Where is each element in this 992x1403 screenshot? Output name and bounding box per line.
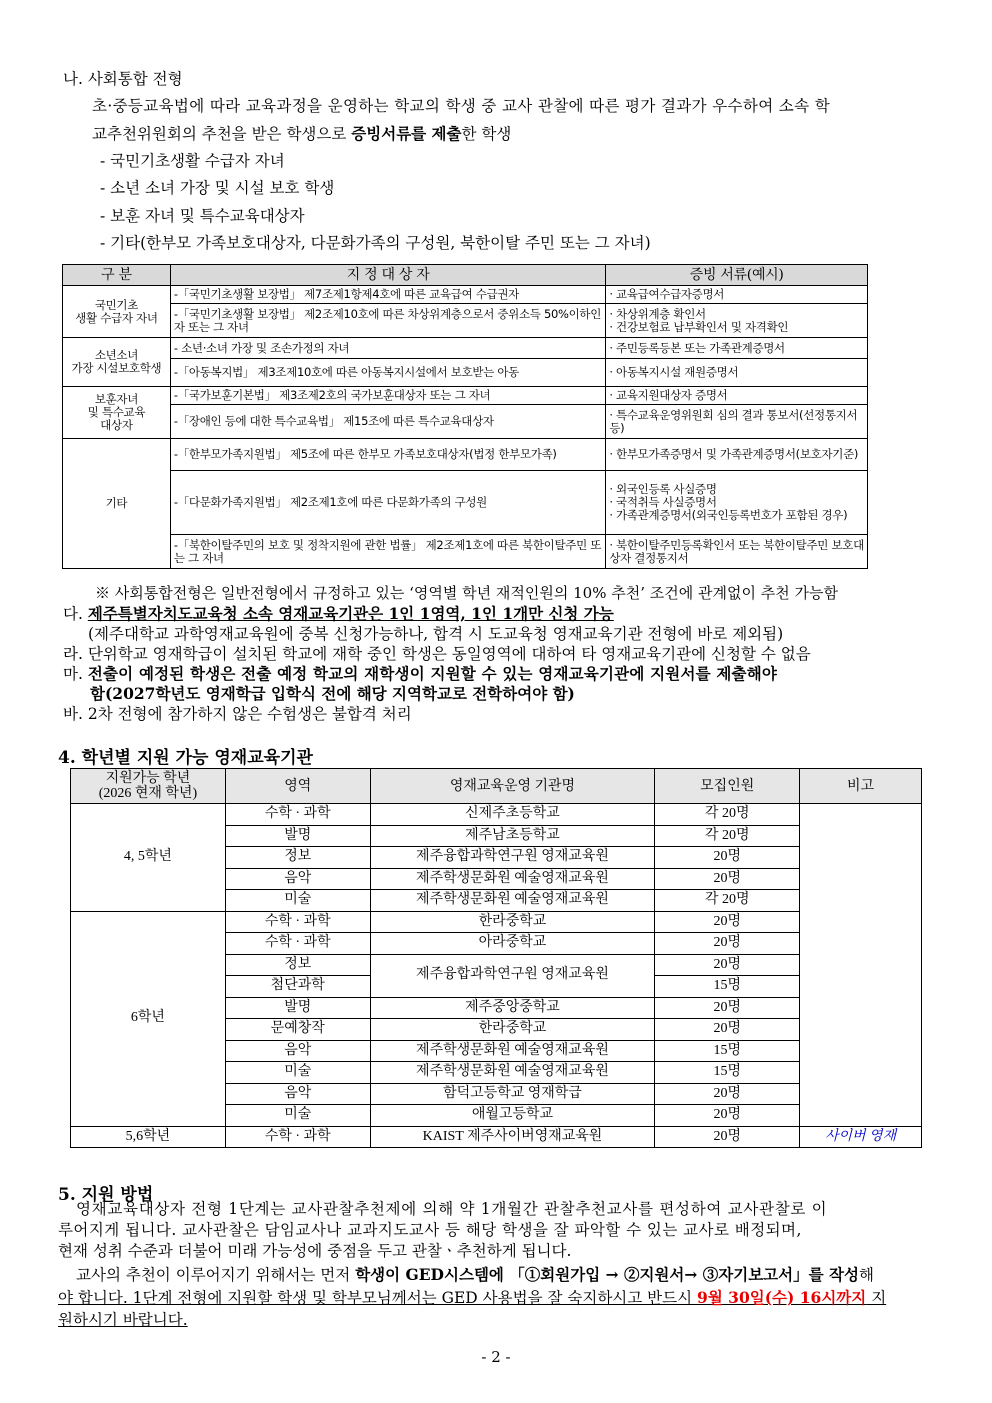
column-header: 증빙 서류(예시) (606, 265, 868, 286)
area-cell: 문예창작 (225, 1019, 370, 1041)
institution-cell: 제주학생문화원 예술영재교육원 (370, 868, 655, 890)
doc-cell: · 교육지원대상자 증명서 (606, 387, 868, 405)
item-ba: 바. 2차 전형에 참가하지 않은 수험생은 불합격 처리 (63, 705, 412, 723)
area-cell: 음악 (225, 1040, 370, 1062)
institution-cell: 제주학생문화원 예술영재교육원 (370, 1040, 655, 1062)
quota-cell: 15명 (655, 1062, 800, 1084)
category-cell: 기타 (63, 439, 171, 569)
doc-cell: · 차상위계층 확인서 · 건강보험료 납부확인서 및 자격확인 (606, 304, 868, 338)
institution-cell: 제주학생문화원 예술영재교육원 (370, 1062, 655, 1084)
doc-cell: · 외국인등록 사실증명 · 국적취득 사실증명서 · 가족관계증명서(외국인등록번호가 포함된 경우) (606, 471, 868, 535)
target-cell: -「한부모가족지원법」 제5조에 따른 한부모 가족보호대상자(법정 한부모가족) (170, 439, 605, 471)
area-cell: 첨단과학 (225, 976, 370, 998)
social-integration-table (62, 264, 868, 569)
area-cell: 발명 (225, 997, 370, 1019)
doc-cell: · 특수교육운영위원회 심의 결과 통보서(선정통지서 등) (606, 405, 868, 439)
paragraph-line: 교추천위원회의 추천을 받은 학생으로 증빙서류를 제출한 학생 (92, 124, 512, 143)
area-cell: 미술 (225, 1062, 370, 1084)
column-header: 구 분 (63, 265, 171, 286)
category-cell: 소년소녀 가장 시설보호학생 (63, 338, 171, 387)
grade-cell: 6학년 (71, 911, 226, 1126)
table-header-row (63, 265, 868, 286)
column-header: 지원가능 학년 (2026 현재 학년) (71, 769, 226, 804)
paragraph-line: 현재 성취 수준과 더불어 미래 가능성에 중점을 두고 관찰ㆍ추천하게 됩니다. (58, 1242, 572, 1260)
grade-cell: 5,6학년 (71, 1126, 226, 1148)
area-cell: 음악 (225, 868, 370, 890)
area-cell: 수학 · 과학 (225, 911, 370, 933)
paragraph-line: 교사의 추천이 이루어지기 위해서는 먼저 학생이 GED시스템에 「①회원가입 → ②지원서→ ③자기보고서」를 작성해 (76, 1265, 874, 1284)
institution-cell: 제주중앙중학교 (370, 997, 655, 1019)
target-cell: -「아동복지법」 제3조제10호에 따른 아동복지시설에서 보호받는 아동 (170, 359, 605, 387)
table-row (71, 1126, 922, 1148)
category-cell: 국민기초 생활 수급자 자녀 (63, 286, 171, 338)
institution-cell: 애월고등학교 (370, 1105, 655, 1127)
institution-cell: 한라중학교 (370, 1019, 655, 1041)
column-header: 영재교육운영 기관명 (370, 769, 655, 804)
item-da-sub: (제주대학교 과학영재교육원에 중복 신청가능하나, 합격 시 도교육청 영재교육기관 전형에 바로 제외됨) (88, 625, 784, 643)
institution-cell: 한라중학교 (370, 911, 655, 933)
institution-cell: KAIST 제주사이버영재교육원 (370, 1126, 655, 1148)
paragraph-line: 영재교육대상자 전형 1단계는 교사관찰추천제에 의해 약 1개월간 관찰추천교사를 편성하여 교사관찰로 이 (76, 1200, 828, 1218)
doc-cell: · 한부모가족증명서 및 가족관계증명서(보호자기준) (606, 439, 868, 471)
quota-cell: 20명 (655, 997, 800, 1019)
bullet-item: - 보훈 자녀 및 특수교육대상자 (100, 207, 305, 225)
quota-cell: 20명 (655, 954, 800, 976)
target-cell: -「국민기초생활 보장법」 제2조제10호에 따른 차상위계층으로서 중위소득 50%이하인 자 또는 그 자녀 (170, 304, 605, 338)
item-da: 다. 제주특별자치도교육청 소속 영재교육기관은 1인 1영역, 1인 1개만 신청 가능 (63, 604, 614, 623)
paragraph-line: 초·중등교육법에 따라 교육과정을 운영하는 학교의 학생 중 교사 관찰에 따른 평가 결과가 우수하여 소속 학 (92, 97, 831, 115)
table-row (63, 535, 868, 569)
quota-cell: 20명 (655, 911, 800, 933)
section-heading-na: 나. 사회통합 전형 (63, 70, 183, 88)
column-header: 지 정 대 상 자 (170, 265, 605, 286)
remark-cell (800, 804, 922, 1127)
area-cell: 음악 (225, 1083, 370, 1105)
quota-cell: 20명 (655, 933, 800, 955)
bullet-item: - 국민기초생활 수급자 자녀 (100, 152, 285, 170)
section-heading-4: 4. 학년별 지원 가능 영재교육기관 (58, 748, 313, 768)
quota-cell: 각 20명 (655, 890, 800, 912)
item-ma-line2: 함(2027학년도 영재학급 입학식 전에 해당 지역학교로 전학하여야 함) (90, 684, 575, 703)
table-row (63, 471, 868, 535)
column-header: 모집인원 (655, 769, 800, 804)
target-cell: -「장애인 등에 대한 특수교육법」 제15조에 따른 특수교육대상자 (170, 405, 605, 439)
institution-cell: 아라중학교 (370, 933, 655, 955)
category-cell: 보훈자녀 및 특수교육 대상자 (63, 387, 171, 439)
area-cell: 수학 · 과학 (225, 804, 370, 826)
section-heading-5: 5. 지원 방법 (58, 1185, 154, 1205)
area-cell: 미술 (225, 890, 370, 912)
page-number: - 2 - (481, 1348, 511, 1366)
table-row (71, 911, 922, 933)
doc-cell: · 북한이탈주민등록확인서 또는 북한이탈주민 보호대상자 결정통지서 (606, 535, 868, 569)
paragraph-line: 루어지게 됩니다. 교사관찰은 담임교사나 교과지도교사 등 해당 학생을 잘 파악할 수 있는 교사로 배정되며, (58, 1221, 802, 1239)
quota-cell: 20명 (655, 1126, 800, 1148)
institution-cell: 신제주초등학교 (370, 804, 655, 826)
remark-cell: 사이버 영재 (800, 1126, 922, 1148)
doc-cell: · 교육급여수급자증명서 (606, 286, 868, 304)
table-row (63, 286, 868, 304)
quota-cell: 15명 (655, 976, 800, 998)
area-cell: 발명 (225, 825, 370, 847)
paragraph-line: 원하시기 바랍니다. (58, 1311, 188, 1329)
doc-cell: · 주민등록등본 또는 가족관계증명서 (606, 338, 868, 359)
table-row (63, 359, 868, 387)
note-text: ※ 사회통합전형은 일반전형에서 규정하고 있는 ‘영역별 학년 재적인원의 10% 추천’ 조건에 관계없이 추천 가능함 (95, 584, 838, 602)
bullet-item: - 소년 소녀 가장 및 시설 보호 학생 (100, 179, 335, 197)
item-ra: 라. 단위학교 영재학급이 설치된 학교에 재학 중인 학생은 동일영역에 대하여 타 영재교육기관에 신청할 수 없음 (63, 645, 811, 663)
area-cell: 미술 (225, 1105, 370, 1127)
area-cell: 정보 (225, 847, 370, 869)
target-cell: -「북한이탈주민의 보호 및 정착지원에 관한 법률」 제2조제1호에 따른 북한이탈주민 또는 그 자녀 (170, 535, 605, 569)
item-ma: 마. 전출이 예정된 학생은 전출 예정 학교의 재학생이 지원할 수 있는 영재교육기관에 지원서를 제출해야 (63, 664, 778, 683)
table-row (63, 405, 868, 439)
institution-cell: 제주학생문화원 예술영재교육원 (370, 890, 655, 912)
quota-cell: 20명 (655, 868, 800, 890)
table-header-row (71, 769, 922, 804)
table-row (63, 338, 868, 359)
grade-cell: 4, 5학년 (71, 804, 226, 912)
quota-cell: 각 20명 (655, 804, 800, 826)
quota-cell: 20명 (655, 1105, 800, 1127)
quota-cell: 20명 (655, 847, 800, 869)
quota-cell: 20명 (655, 1083, 800, 1105)
table-row (71, 804, 922, 826)
quota-cell: 15명 (655, 1040, 800, 1062)
target-cell: -「국민기초생활 보장법」 제7조제1항제4호에 따른 교육급여 수급권자 (170, 286, 605, 304)
column-header: 영역 (225, 769, 370, 804)
institution-cell: 제주융합과학연구원 영재교육원 (370, 954, 655, 997)
target-cell: -「다문화가족지원법」 제2조제1호에 따른 다문화가족의 구성원 (170, 471, 605, 535)
quota-cell: 각 20명 (655, 825, 800, 847)
paragraph-line: 야 합니다. 1단계 전형에 지원할 학생 및 학부모님께서는 GED 사용법을 잘 숙지하시고 반드시 9월 30일(수) 16시까지 지 (58, 1288, 887, 1307)
institution-cell: 함덕고등학교 영재학급 (370, 1083, 655, 1105)
target-cell: -「국가보훈기본법」 제3조제2호의 국가보훈대상자 또는 그 자녀 (170, 387, 605, 405)
column-header: 비고 (800, 769, 922, 804)
table-row (63, 387, 868, 405)
table-row (63, 439, 868, 471)
institution-cell: 제주융합과학연구원 영재교육원 (370, 847, 655, 869)
quota-cell: 20명 (655, 1019, 800, 1041)
doc-cell: · 아동복지시설 재원증명서 (606, 359, 868, 387)
area-cell: 정보 (225, 954, 370, 976)
institution-table (70, 768, 922, 1148)
table-row (63, 304, 868, 338)
bullet-item: - 기타(한부모 가족보호대상자, 다문화가족의 구성원, 북한이탈 주민 또는 그 자녀) (100, 234, 651, 252)
area-cell: 수학 · 과학 (225, 1126, 370, 1148)
institution-cell: 제주남초등학교 (370, 825, 655, 847)
target-cell: - 소년·소녀 가장 및 조손가정의 자녀 (170, 338, 605, 359)
area-cell: 수학 · 과학 (225, 933, 370, 955)
